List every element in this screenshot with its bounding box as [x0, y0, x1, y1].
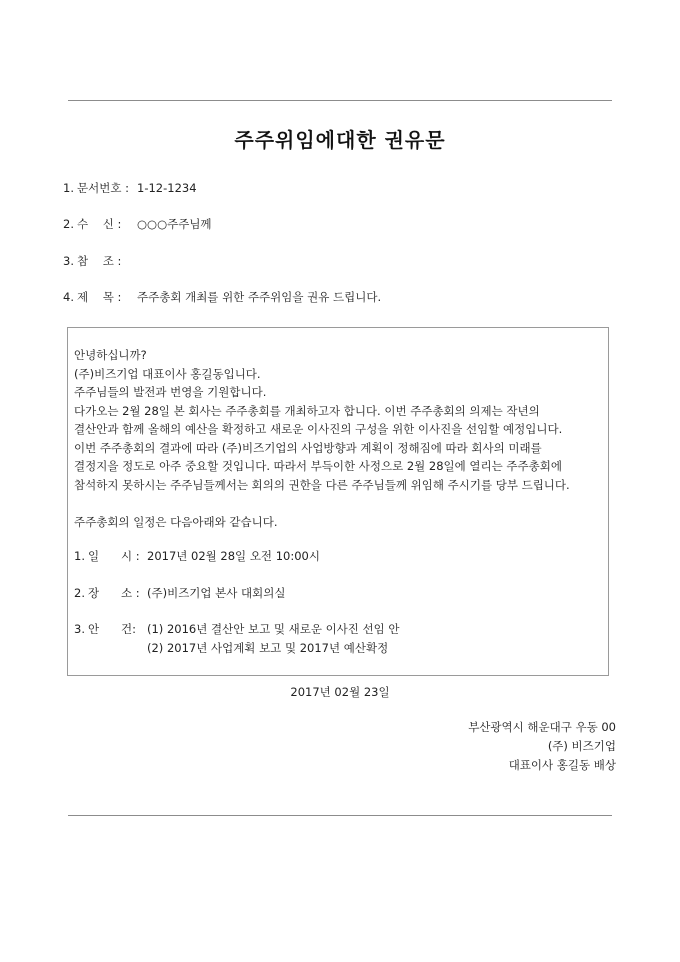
body-line: 다가오는 2월 28일 본 회사는 주주총회를 개최하고자 합니다. 이번 주주총회의 의제는 작년의: [74, 403, 540, 418]
body-line: 안녕하십니까?: [74, 348, 147, 362]
schedule-agenda: [74, 621, 400, 658]
field-reference: [63, 253, 137, 269]
bottom-divider: [68, 815, 612, 816]
agenda-item: (2) 2017년 사업계획 보고 및 2017년 예산확정: [147, 640, 389, 655]
body-line: [74, 494, 570, 513]
signature-block: [468, 718, 616, 775]
schedule-place: [74, 585, 285, 601]
signature-name: 대표이사 홍길동 배상: [508, 758, 616, 772]
agenda-item: (1) 2016년 결산안 보고 및 새로운 이사진 선임 안: [147, 622, 400, 636]
document-title: 주주위임에대한 권유문: [234, 128, 446, 152]
field-label: 제 목 :: [77, 290, 122, 304]
schedule-value: (주)비즈기업 본사 대회의실: [147, 586, 286, 600]
letter-body-box: [67, 327, 609, 676]
body-line: 주주총회의 일정은 다음아래와 같습니다.: [74, 514, 278, 529]
schedule-number: 1.: [74, 549, 85, 563]
field-value: 주주총회 개최를 위한 주주위임을 권유 드립니다.: [137, 290, 382, 304]
schedule-label: 안 건:: [88, 622, 137, 636]
body-line: 주주님들의 발전과 번영을 기원합니다.: [74, 385, 267, 399]
field-value: 1-12-1234: [137, 181, 197, 195]
body-line: (주)비즈기업 대표이사 홍길동입니다.: [74, 366, 261, 381]
schedule-number: 2.: [74, 586, 85, 600]
top-divider: [68, 100, 612, 101]
body-line: 이번 주주총회의 결과에 따라 (주)비즈기업의 사업방향과 계획이 정해짐에 따라 회사의 미래를: [74, 440, 542, 455]
signature-company: (주) 비즈기업: [547, 739, 616, 753]
field-label: 참 조 :: [77, 254, 122, 268]
schedule-value: 2017년 02월 28일 오전 10:00시: [147, 549, 320, 563]
schedule-label: 일 시 :: [88, 549, 140, 563]
field-label: 수 신 :: [77, 217, 122, 231]
field-number: 2.: [63, 217, 74, 231]
field-value: ○○○주주님께: [137, 217, 212, 231]
signature-address: 부산광역시 해운대구 우동 00: [468, 720, 616, 734]
agenda-list: [147, 621, 400, 658]
schedule-time: [74, 548, 320, 564]
schedule-number: 3.: [74, 622, 85, 636]
field-number: 4.: [63, 290, 74, 304]
document-date: 2017년 02월 23일: [290, 685, 390, 699]
field-number: 3.: [63, 254, 74, 268]
field-number: 1.: [63, 181, 74, 195]
body-line: 결산안과 함께 올해의 예산을 확정하고 새로운 이사진의 구성을 위한 이사진을 선임할 예정입니다.: [74, 422, 563, 436]
body-line: 결정지을 정도로 아주 중요할 것입니다. 따라서 부득이한 사정으로 2월 28일에 열리는 주주총회에: [74, 459, 562, 473]
field-subject: [63, 289, 381, 305]
field-recipient: [63, 216, 212, 232]
field-doc-number: [63, 180, 197, 196]
field-label: 문서번호 :: [77, 181, 129, 195]
schedule-label: 장 소 :: [88, 586, 140, 600]
body-line: 참석하지 못하시는 주주님들께서는 회의의 권한을 다른 주주님들께 위임해 주시기를 당부 드립니다.: [74, 477, 570, 492]
letter-body: [74, 346, 570, 531]
